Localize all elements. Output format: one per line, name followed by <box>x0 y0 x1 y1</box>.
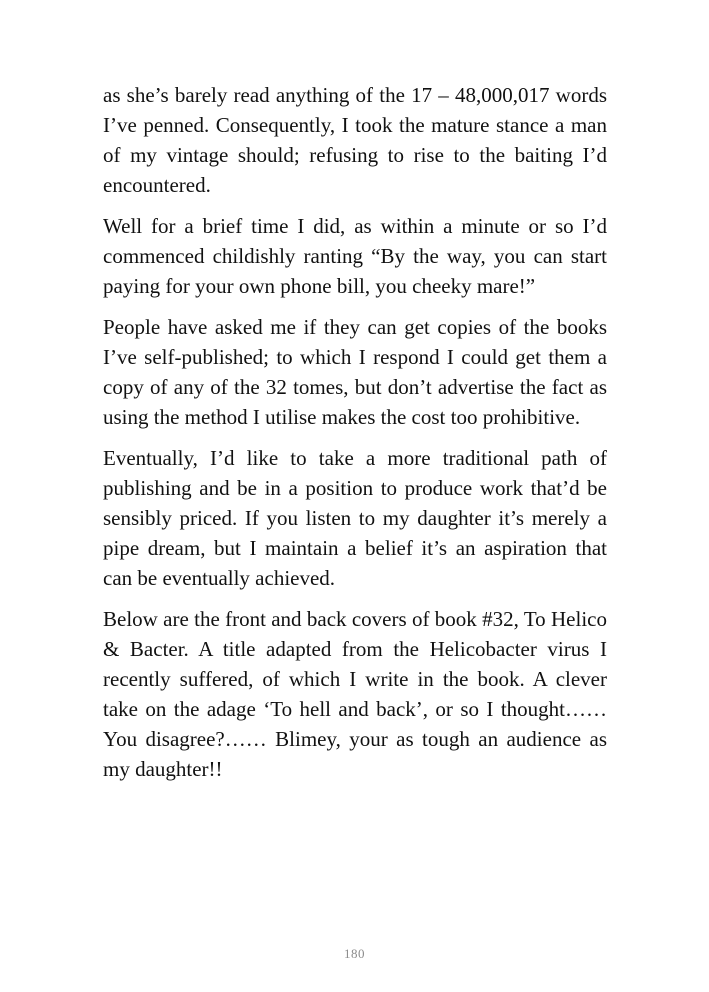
paragraph: as she’s barely read anything of the 17 – 48,000,017 words I’ve penned. Consequently, I took the mature stance a man of my vintage should; refusing to rise to the baiting I’d encountered. <box>103 83 607 197</box>
paragraph: Below are the front and back covers of book #32, To Helico & Bacter. A title adapted from the Helicobacter virus I recently suffered, of which I write in the book. A clever take on the adage ‘To hell and back’, or so I thought…… You disagree?…… Blimey, your as tough an audience as my daughter!! <box>103 607 607 781</box>
paragraph: People have asked me if they can get copies of the books I’ve self-published; to which I respond I could get them a copy of any of the 32 tomes, but don’t advertise the fact as using the method I utilise makes the cost too prohibitive. <box>103 315 607 429</box>
paragraph: Eventually, I’d like to take a more traditional path of publishing and be in a position to produce work that’d be sensibly priced. If you listen to my daughter it’s merely a pipe dream, but I maintain a belief it’s an aspiration that can be eventually achieved. <box>103 446 607 590</box>
paragraph: Well for a brief time I did, as within a minute or so I’d commenced childishly ranting “By the way, you can start paying for your own phone bill, you cheeky mare!” <box>103 214 607 298</box>
text-block <box>103 80 607 795</box>
page-number: 180 <box>344 946 365 961</box>
